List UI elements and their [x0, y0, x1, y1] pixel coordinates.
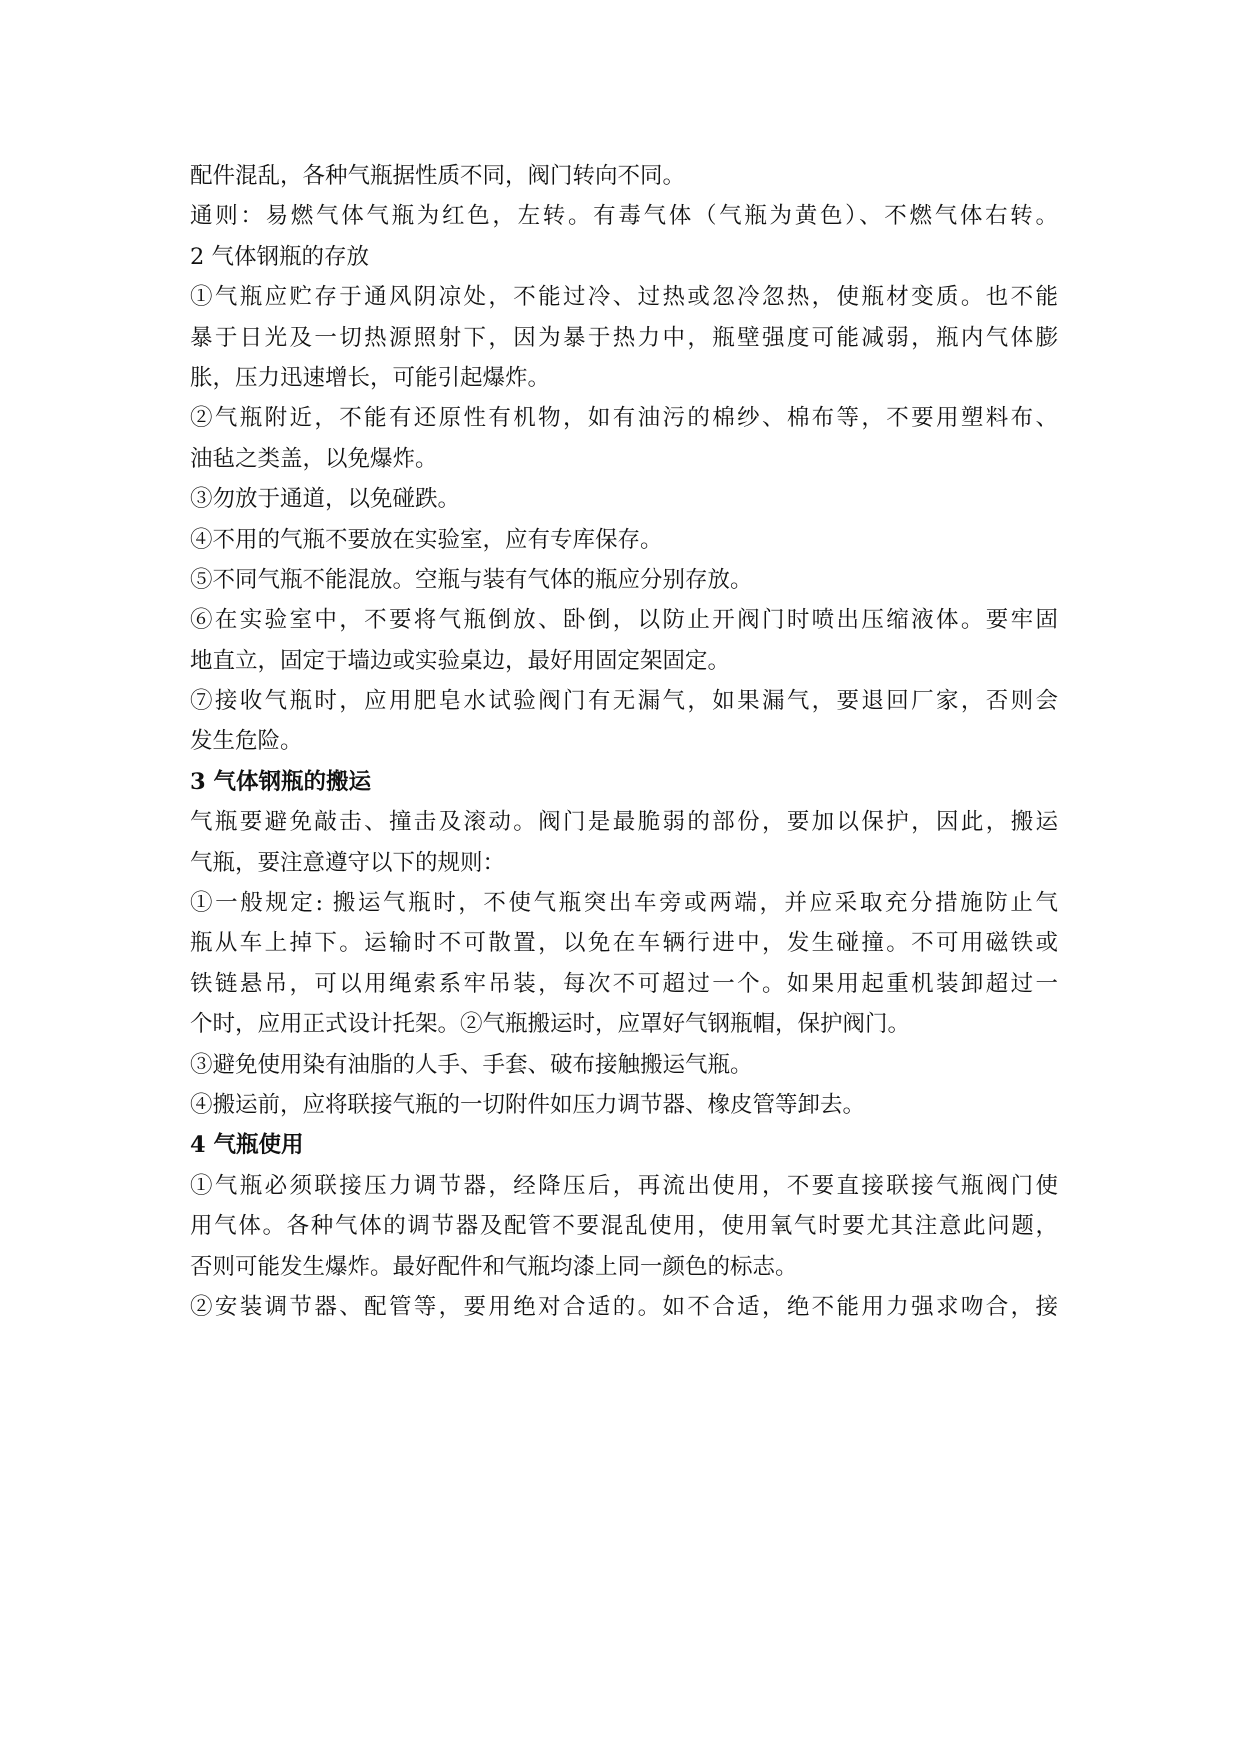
- text-line: ④搬运前，应将联接气瓶的一切附件如压力调节器、橡皮管等卸去。: [190, 1091, 866, 1118]
- text-line: ②安装调节器、配管等，要用绝对合适的。如不合适，绝不能用力强求吻合，接: [190, 1293, 1058, 1320]
- text-line: ⑦接收气瓶时，应用肥皂水试验阀门有无漏气，如果漏气，要退回厂家，否则会: [190, 688, 1058, 715]
- text-line: ④不用的气瓶不要放在实验室，应有专库保存。: [190, 526, 663, 553]
- text-line: ①气瓶应贮存于通风阴凉处，不能过冷、过热或忽冷忽热，使瓶材变质。也不能: [190, 284, 1058, 311]
- text-line: 配件混乱，各种气瓶据性质不同，阀门转向不同。: [190, 163, 686, 189]
- text-line: 铁链悬吊，可以用绳索系牢吊装，每次不可超过一个。如果用起重机装卸超过一: [190, 970, 1058, 997]
- text-line: 油毡之类盖，以免爆炸。: [190, 445, 438, 472]
- text-line: 气瓶，要注意遵守以下的规则：: [190, 849, 506, 876]
- document-page: [190, 156, 1058, 1327]
- text-line: 地直立，固定于墙边或实验桌边，最好用固定架固定。: [190, 647, 731, 674]
- text-line: ①一般规定: 搬运气瓶时，不使气瓶突出车旁或两端，并应采取充分措施防止气: [190, 890, 1058, 917]
- text-line: 瓶从车上掉下。运输时不可散置，以免在车辆行进中，发生碰撞。不可用磁铁或: [190, 930, 1058, 957]
- text-line: ⑥在实验室中，不要将气瓶倒放、卧倒，以防止开阀门时喷出压缩液体。要牢固: [190, 607, 1058, 634]
- text-line: 胀，压力迅速增长，可能引起爆炸。: [190, 364, 551, 391]
- text-line: ⑤不同气瓶不能混放。空瓶与装有气体的瓶应分别存放。: [190, 566, 753, 593]
- text-line: 暴于日光及一切热源照射下，因为暴于热力中，瓶壁强度可能减弱，瓶内气体膨: [190, 324, 1058, 351]
- section-heading: 2 气体钢瓶的存放: [190, 243, 369, 270]
- text-line: ②气瓶附近，不能有还原性有机物，如有油污的棉纱、棉布等，不要用塑料布、: [190, 405, 1058, 432]
- text-line: 发生危险。: [190, 728, 303, 755]
- text-line: 通则：易燃气体气瓶为红色，左转。有毒气体（气瓶为黄色）、不燃气体右转。: [190, 203, 1058, 230]
- text-line: ①气瓶必须联接压力调节器，经降压后，再流出使用，不要直接联接气瓶阀门使: [190, 1172, 1058, 1199]
- text-line: ③避免使用染有油脂的人手、手套、破布接触搬运气瓶。: [190, 1051, 753, 1078]
- text-line: 否则可能发生爆炸。最好配件和气瓶均漆上同一颜色的标志。: [190, 1253, 798, 1280]
- text-line: 气瓶要避免敲击、撞击及滚动。阀门是最脆弱的部份，要加以保护，因此，搬运: [190, 809, 1058, 836]
- section-heading: 4 气瓶使用: [190, 1132, 304, 1159]
- text-line: 用气体。各种气体的调节器及配管不要混乱使用，使用氧气时要尤其注意此问题，: [190, 1213, 1058, 1240]
- section-heading: 3 气体钢瓶的搬运: [190, 768, 371, 795]
- text-line: 个时，应用正式设计托架。②气瓶搬运时，应罩好气钢瓶帽，保护阀门。: [190, 1011, 911, 1038]
- text-line: ③勿放于通道，以免碰跌。: [190, 486, 461, 513]
